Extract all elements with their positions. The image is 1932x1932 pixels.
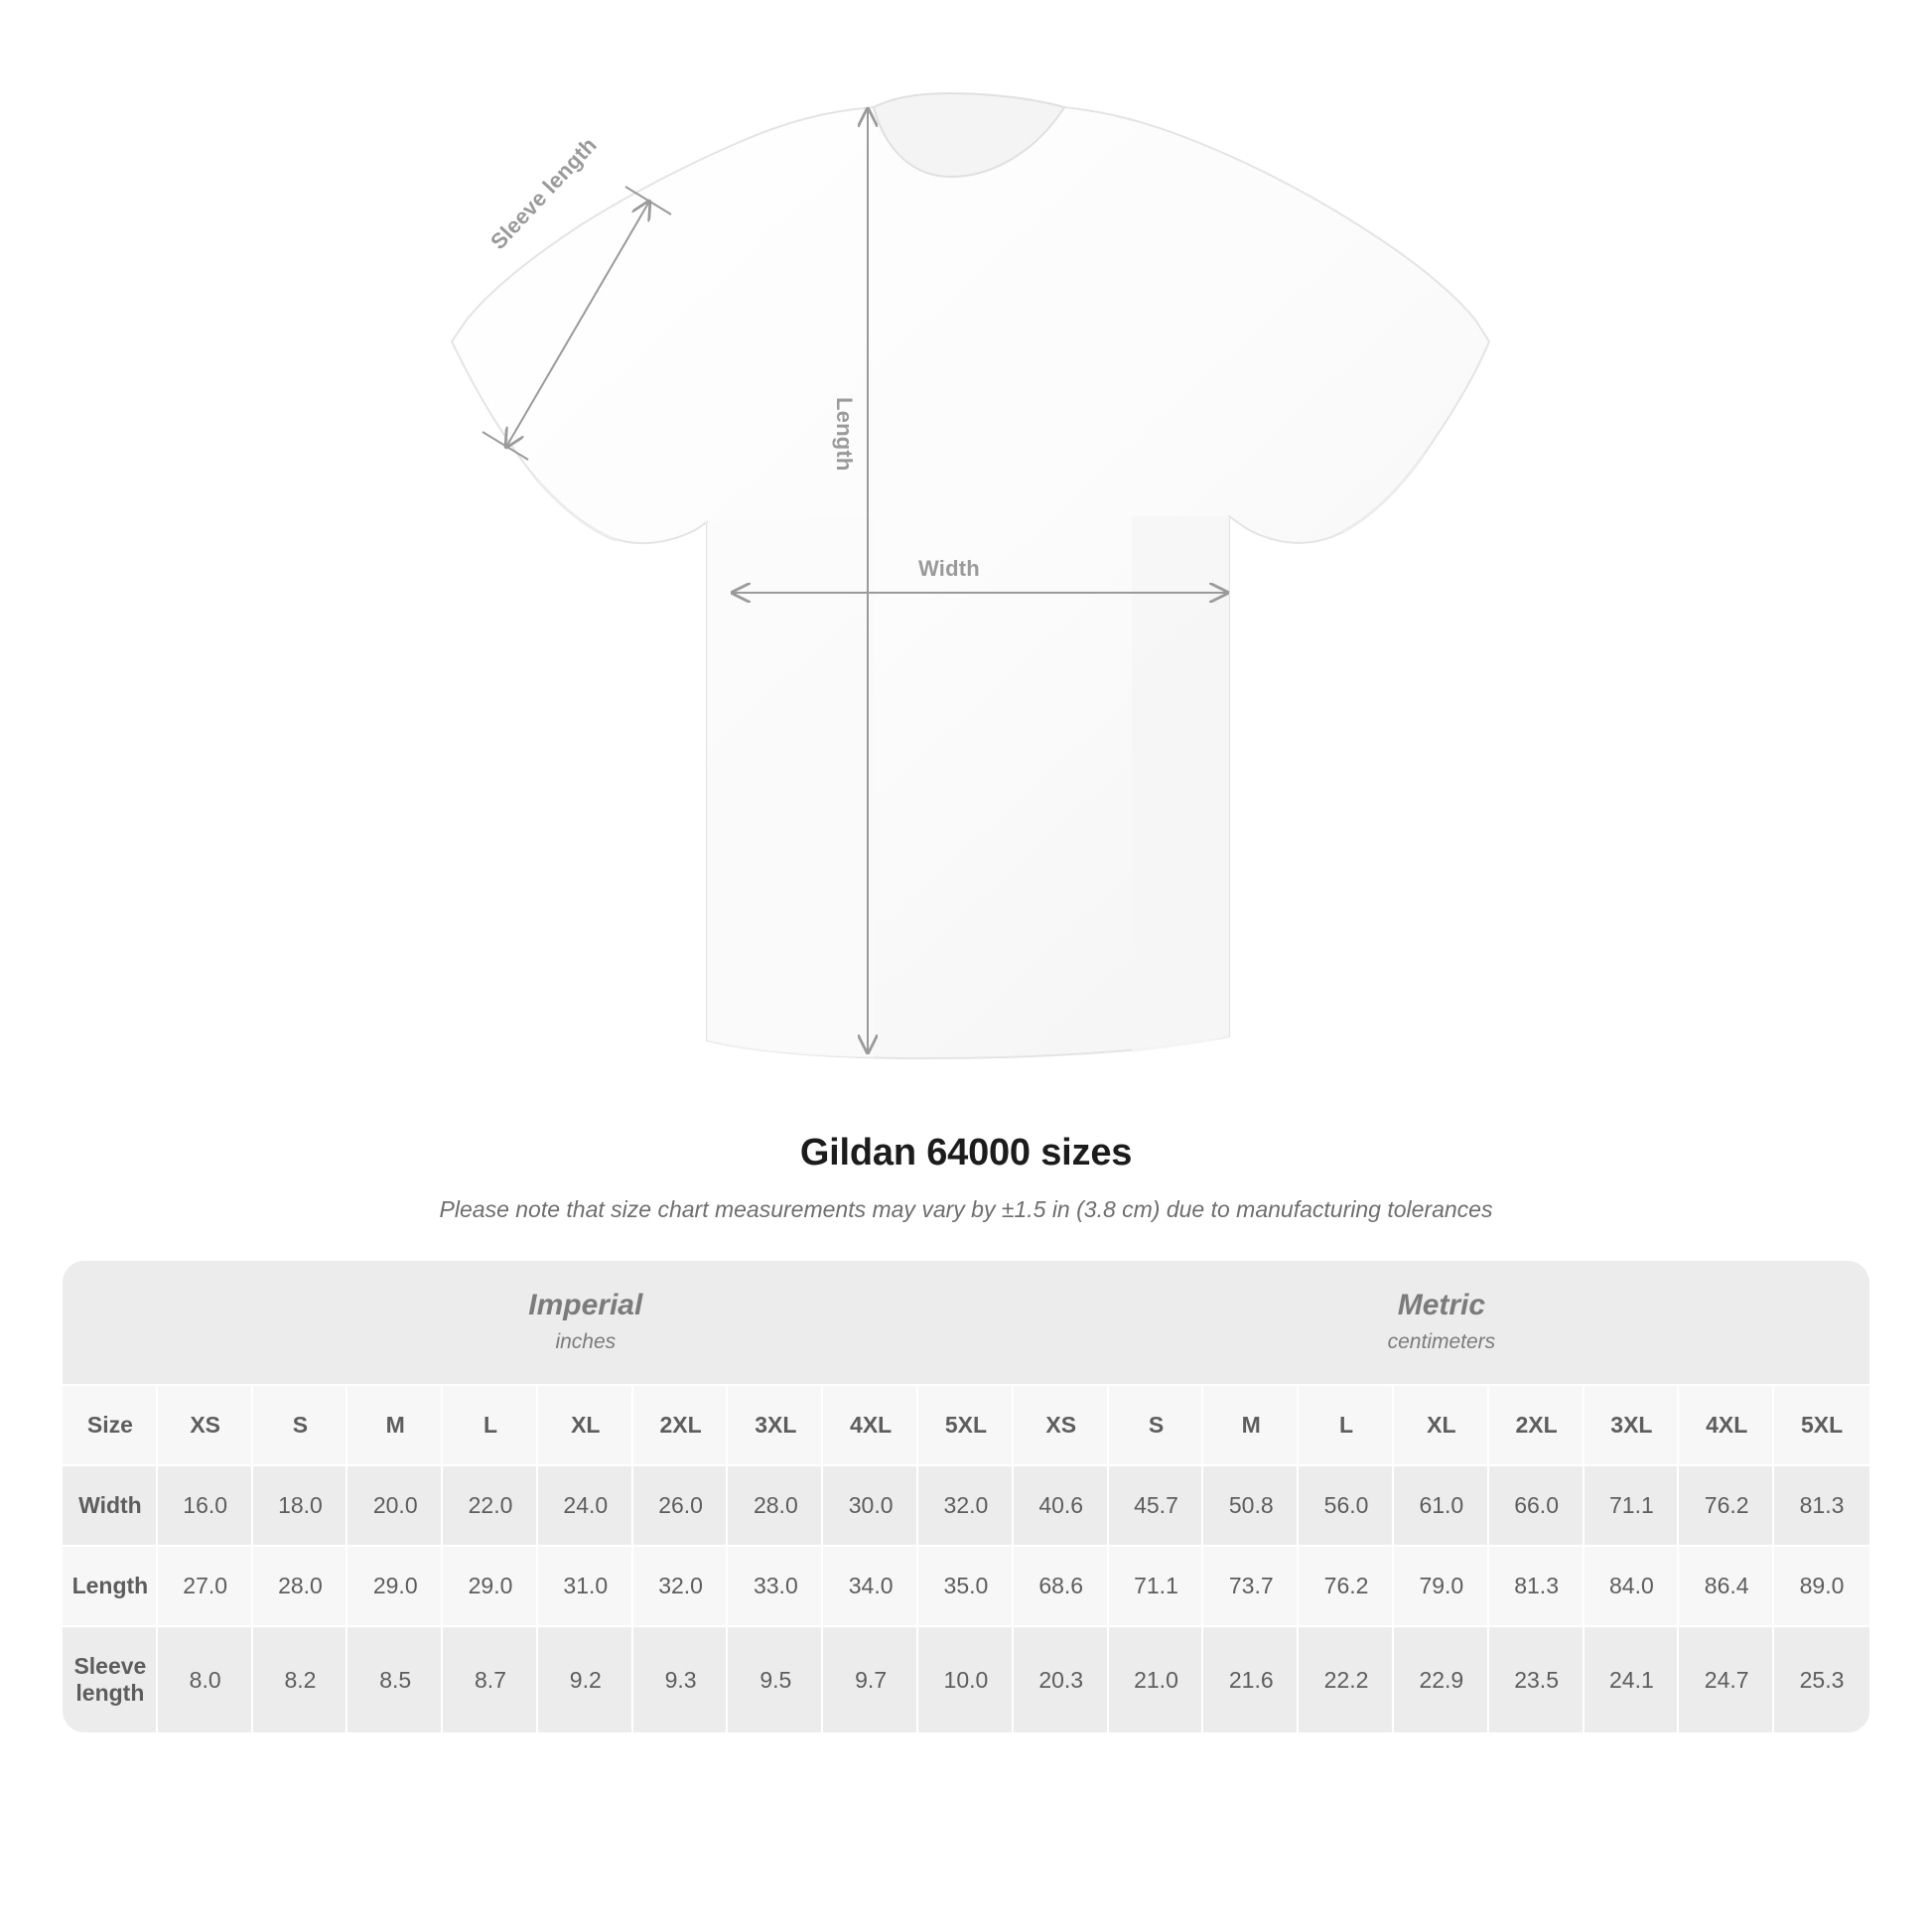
size-header-cell: 2XL [1489, 1385, 1585, 1465]
table-cell: 24.0 [538, 1465, 633, 1546]
table-cell: 22.9 [1394, 1626, 1489, 1732]
size-header-cell: L [443, 1385, 538, 1465]
table-cell: 9.5 [728, 1626, 823, 1732]
table-cell: 32.0 [633, 1546, 729, 1626]
table-cell: 61.0 [1394, 1465, 1489, 1546]
table-cell: 34.0 [823, 1546, 918, 1626]
table-cell: 21.6 [1203, 1626, 1299, 1732]
size-header-cell: 4XL [823, 1385, 918, 1465]
table-cell: 79.0 [1394, 1546, 1489, 1626]
imperial-label: Imperial [528, 1289, 643, 1321]
table-cell: 20.3 [1014, 1626, 1109, 1732]
unit-header-row [63, 1261, 1869, 1385]
table-cell: 9.2 [538, 1626, 633, 1732]
table-cell: 20.0 [347, 1465, 443, 1546]
size-header-cell: 5XL [1774, 1385, 1869, 1465]
table-cell: 29.0 [443, 1546, 538, 1626]
metric-sublabel: centimeters [1387, 1330, 1496, 1353]
table-cell: 9.3 [633, 1626, 729, 1732]
table-cell: 45.7 [1109, 1465, 1204, 1546]
size-header-cell: L [1299, 1385, 1394, 1465]
size-header-cell: 3XL [1585, 1385, 1680, 1465]
size-header-cell: XS [158, 1385, 253, 1465]
table-cell: 81.3 [1489, 1546, 1585, 1626]
table-cell: 76.2 [1299, 1546, 1394, 1626]
size-header-cell: 5XL [918, 1385, 1014, 1465]
page-title: Gildan 64000 sizes [799, 1132, 1133, 1173]
imperial-sublabel: inches [555, 1330, 617, 1353]
table-cell: 33.0 [728, 1546, 823, 1626]
table-cell: 8.7 [443, 1626, 538, 1732]
imperial-group-header [158, 1261, 1014, 1385]
table-cell: 86.4 [1679, 1546, 1774, 1626]
table-cell: 18.0 [253, 1465, 348, 1546]
size-header-row [63, 1385, 1869, 1465]
size-header-cell: 2XL [633, 1385, 729, 1465]
metric-label: Metric [1397, 1289, 1486, 1321]
table-cell: 73.7 [1203, 1546, 1299, 1626]
table-cell: 22.2 [1299, 1626, 1394, 1732]
size-row-label: Size [63, 1385, 158, 1465]
row-label-length: Length [63, 1546, 158, 1626]
table-cell: 23.5 [1489, 1626, 1585, 1732]
table-cell: 26.0 [633, 1465, 729, 1546]
table-cell: 8.0 [158, 1626, 253, 1732]
table-cell: 21.0 [1109, 1626, 1204, 1732]
table-cell: 25.3 [1774, 1626, 1869, 1732]
table-cell: 81.3 [1774, 1465, 1869, 1546]
table-cell: 66.0 [1489, 1465, 1585, 1546]
table-cell: 24.1 [1585, 1626, 1680, 1732]
size-table [63, 1261, 1869, 1732]
table-cell: 31.0 [538, 1546, 633, 1626]
table-cell: 35.0 [918, 1546, 1014, 1626]
table-cell: 30.0 [823, 1465, 918, 1546]
unit-header-spacer [63, 1261, 158, 1385]
size-header-cell: 3XL [728, 1385, 823, 1465]
table-cell: 71.1 [1109, 1546, 1204, 1626]
table-cell: 71.1 [1585, 1465, 1680, 1546]
size-header-cell: S [1109, 1385, 1204, 1465]
table-cell: 28.0 [728, 1465, 823, 1546]
table-cell: 10.0 [918, 1626, 1014, 1732]
size-header-cell: S [253, 1385, 348, 1465]
row-label-width: Width [63, 1465, 158, 1546]
table-cell: 50.8 [1203, 1465, 1299, 1546]
table-cell: 89.0 [1774, 1546, 1869, 1626]
table-cell: 9.7 [823, 1626, 918, 1732]
sleeve-length-dimension-label: Sleeve length [485, 132, 602, 255]
tolerance-note: Please note that size chart measurements may vary by ±1.5 in (3.8 cm) due to manufacturing tolerances [439, 1196, 1493, 1222]
table-cell: 29.0 [347, 1546, 443, 1626]
metric-group-header [1014, 1261, 1869, 1385]
table-cell: 24.7 [1679, 1626, 1774, 1732]
table-row [63, 1465, 1869, 1546]
table-row [63, 1546, 1869, 1626]
size-header-cell: M [1203, 1385, 1299, 1465]
size-header-cell: XS [1014, 1385, 1109, 1465]
size-header-cell: M [347, 1385, 443, 1465]
table-cell: 27.0 [158, 1546, 253, 1626]
size-header-cell: XL [1394, 1385, 1489, 1465]
table-cell: 16.0 [158, 1465, 253, 1546]
table-cell: 8.2 [253, 1626, 348, 1732]
table-cell: 28.0 [253, 1546, 348, 1626]
title-block [0, 1132, 1932, 1223]
table-cell: 68.6 [1014, 1546, 1109, 1626]
length-dimension-label: Length [832, 397, 857, 472]
size-header-cell: XL [538, 1385, 633, 1465]
table-cell: 84.0 [1585, 1546, 1680, 1626]
size-table-container [63, 1261, 1869, 1732]
table-cell: 8.5 [347, 1626, 443, 1732]
size-header-cell: 4XL [1679, 1385, 1774, 1465]
table-cell: 22.0 [443, 1465, 538, 1546]
table-cell: 32.0 [918, 1465, 1014, 1546]
table-cell: 76.2 [1679, 1465, 1774, 1546]
table-cell: 40.6 [1014, 1465, 1109, 1546]
row-label-sleeve-length: Sleeve length [63, 1626, 158, 1732]
table-row [63, 1626, 1869, 1732]
table-cell: 56.0 [1299, 1465, 1394, 1546]
width-dimension-label: Width [918, 556, 980, 581]
